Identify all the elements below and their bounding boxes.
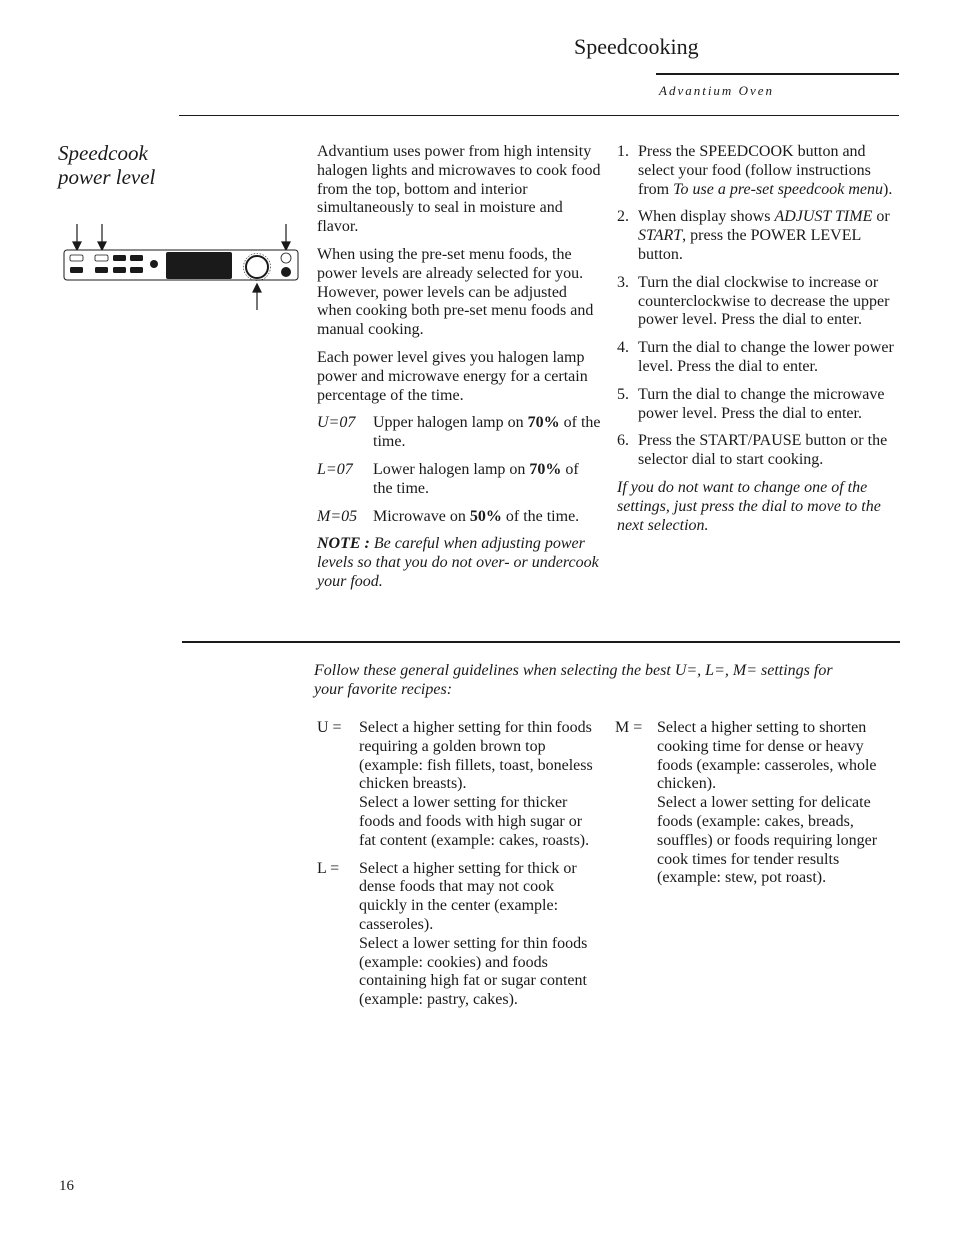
guideline-lower: Select a lower setting for thin foods (example: cookies) and foods containing high fat or sugar content (example: pastry, cakes).: [359, 934, 588, 1009]
guideline-lower: Select a lower setting for thicker foods and foods with high sugar or fat content (example: cakes, roasts).: [359, 794, 590, 849]
section-title: [58, 141, 155, 189]
step-item: 4. Turn the dial to change the lower power level. Press the dial to enter.: [617, 339, 894, 375]
guideline-lower: Select a lower setting for delicate foods (example: cakes, breads, souffles) or foods requiring longer cook times for tender results (example: stew, pot roast).: [657, 794, 878, 887]
middle-divider: [182, 641, 900, 643]
guidelines-intro: Follow these general guidelines when selecting the best U=, L=, M= settings for your favorite recipes:: [314, 662, 833, 698]
intro-paragraph-1: Advantium uses power from high intensity halogen lights and microwaves to cook food from the top, bottom and interior simultaneously to seal in moisture and flavor.: [317, 143, 601, 236]
guideline-higher: Select a higher setting for thin foods requiring a golden brown top (example: fish fillets, toast, boneless chicken breasts).: [359, 719, 593, 793]
power-level-upper: [317, 414, 601, 452]
guideline-microwave: [615, 719, 900, 888]
power-level-code: U=07: [317, 414, 356, 432]
power-level-desc: Microwave on 50% of the time.: [373, 507, 580, 525]
note-text: Be careful when adjusting power levels so that you do not over- or undercook your food.: [317, 535, 599, 590]
guidelines-right-column: [615, 719, 900, 897]
page-number: 16: [59, 1178, 74, 1194]
header-title: Speedcooking: [574, 34, 699, 59]
intro-paragraph-3: Each power level gives you halogen lamp power and microwave energy for a certain percentage of the time.: [317, 348, 588, 404]
tip-text: If you do not want to change one of the settings, just press the dial to move to the next selection.: [617, 478, 881, 534]
intro-paragraph-2: When using the pre-set menu foods, the power levels are already selected for you. However, power levels can be adjusted when cooking both pre-set menu foods and manual cooking.: [317, 245, 594, 339]
steps-column: [617, 143, 903, 535]
step-item: 5. Turn the dial to change the microwave power level. Press the dial to enter.: [617, 385, 885, 422]
power-level-code: M=05: [317, 507, 358, 525]
step-item: 3. Turn the dial clockwise to increase or counterclockwise to decrease the upper power level. Press the dial to enter.: [617, 273, 890, 329]
guideline-upper: [317, 719, 600, 851]
guideline-label: M =: [615, 719, 643, 736]
step-item: 1. Press the SPEEDCOOK button and select your food (follow instructions from To use a pre-set speedcook menu).: [617, 143, 893, 198]
power-level-desc: Lower halogen lamp on 70% of the time.: [373, 460, 579, 497]
guideline-lower-lamp: [317, 860, 600, 1010]
power-level-microwave: [317, 508, 601, 527]
header-subtitle: Advantium Oven: [659, 83, 775, 98]
note: [317, 535, 601, 591]
power-level-desc: Upper halogen lamp on 70% of the time.: [373, 414, 601, 451]
note-label: NOTE :: [317, 535, 370, 553]
guideline-higher: Select a higher setting for thick or dense foods that may not cook quickly in the center (example: casseroles).: [359, 859, 577, 933]
section-title-line1: Speedcook: [58, 141, 148, 165]
step-item: 2. When display shows ADJUST TIME or START, press the POWER LEVEL button.: [617, 208, 890, 263]
control-panel-illustration: [60, 222, 300, 312]
header-rule: [656, 73, 899, 75]
power-level-code: L=07: [317, 460, 353, 478]
power-level-lower: [317, 461, 601, 499]
guideline-label: U =: [317, 719, 342, 736]
step-item: 6. Press the START/PAUSE button or the selector dial to start cooking.: [617, 432, 888, 469]
top-divider: [179, 115, 899, 116]
guideline-higher: Select a higher setting to shorten cooking time for dense or heavy foods (example: casseroles, whole chicken).: [657, 719, 877, 793]
section-title-line2: power level: [58, 165, 156, 189]
guidelines-left-column: [317, 719, 600, 1019]
intro-column: [317, 143, 601, 601]
guideline-label: L =: [317, 859, 340, 877]
